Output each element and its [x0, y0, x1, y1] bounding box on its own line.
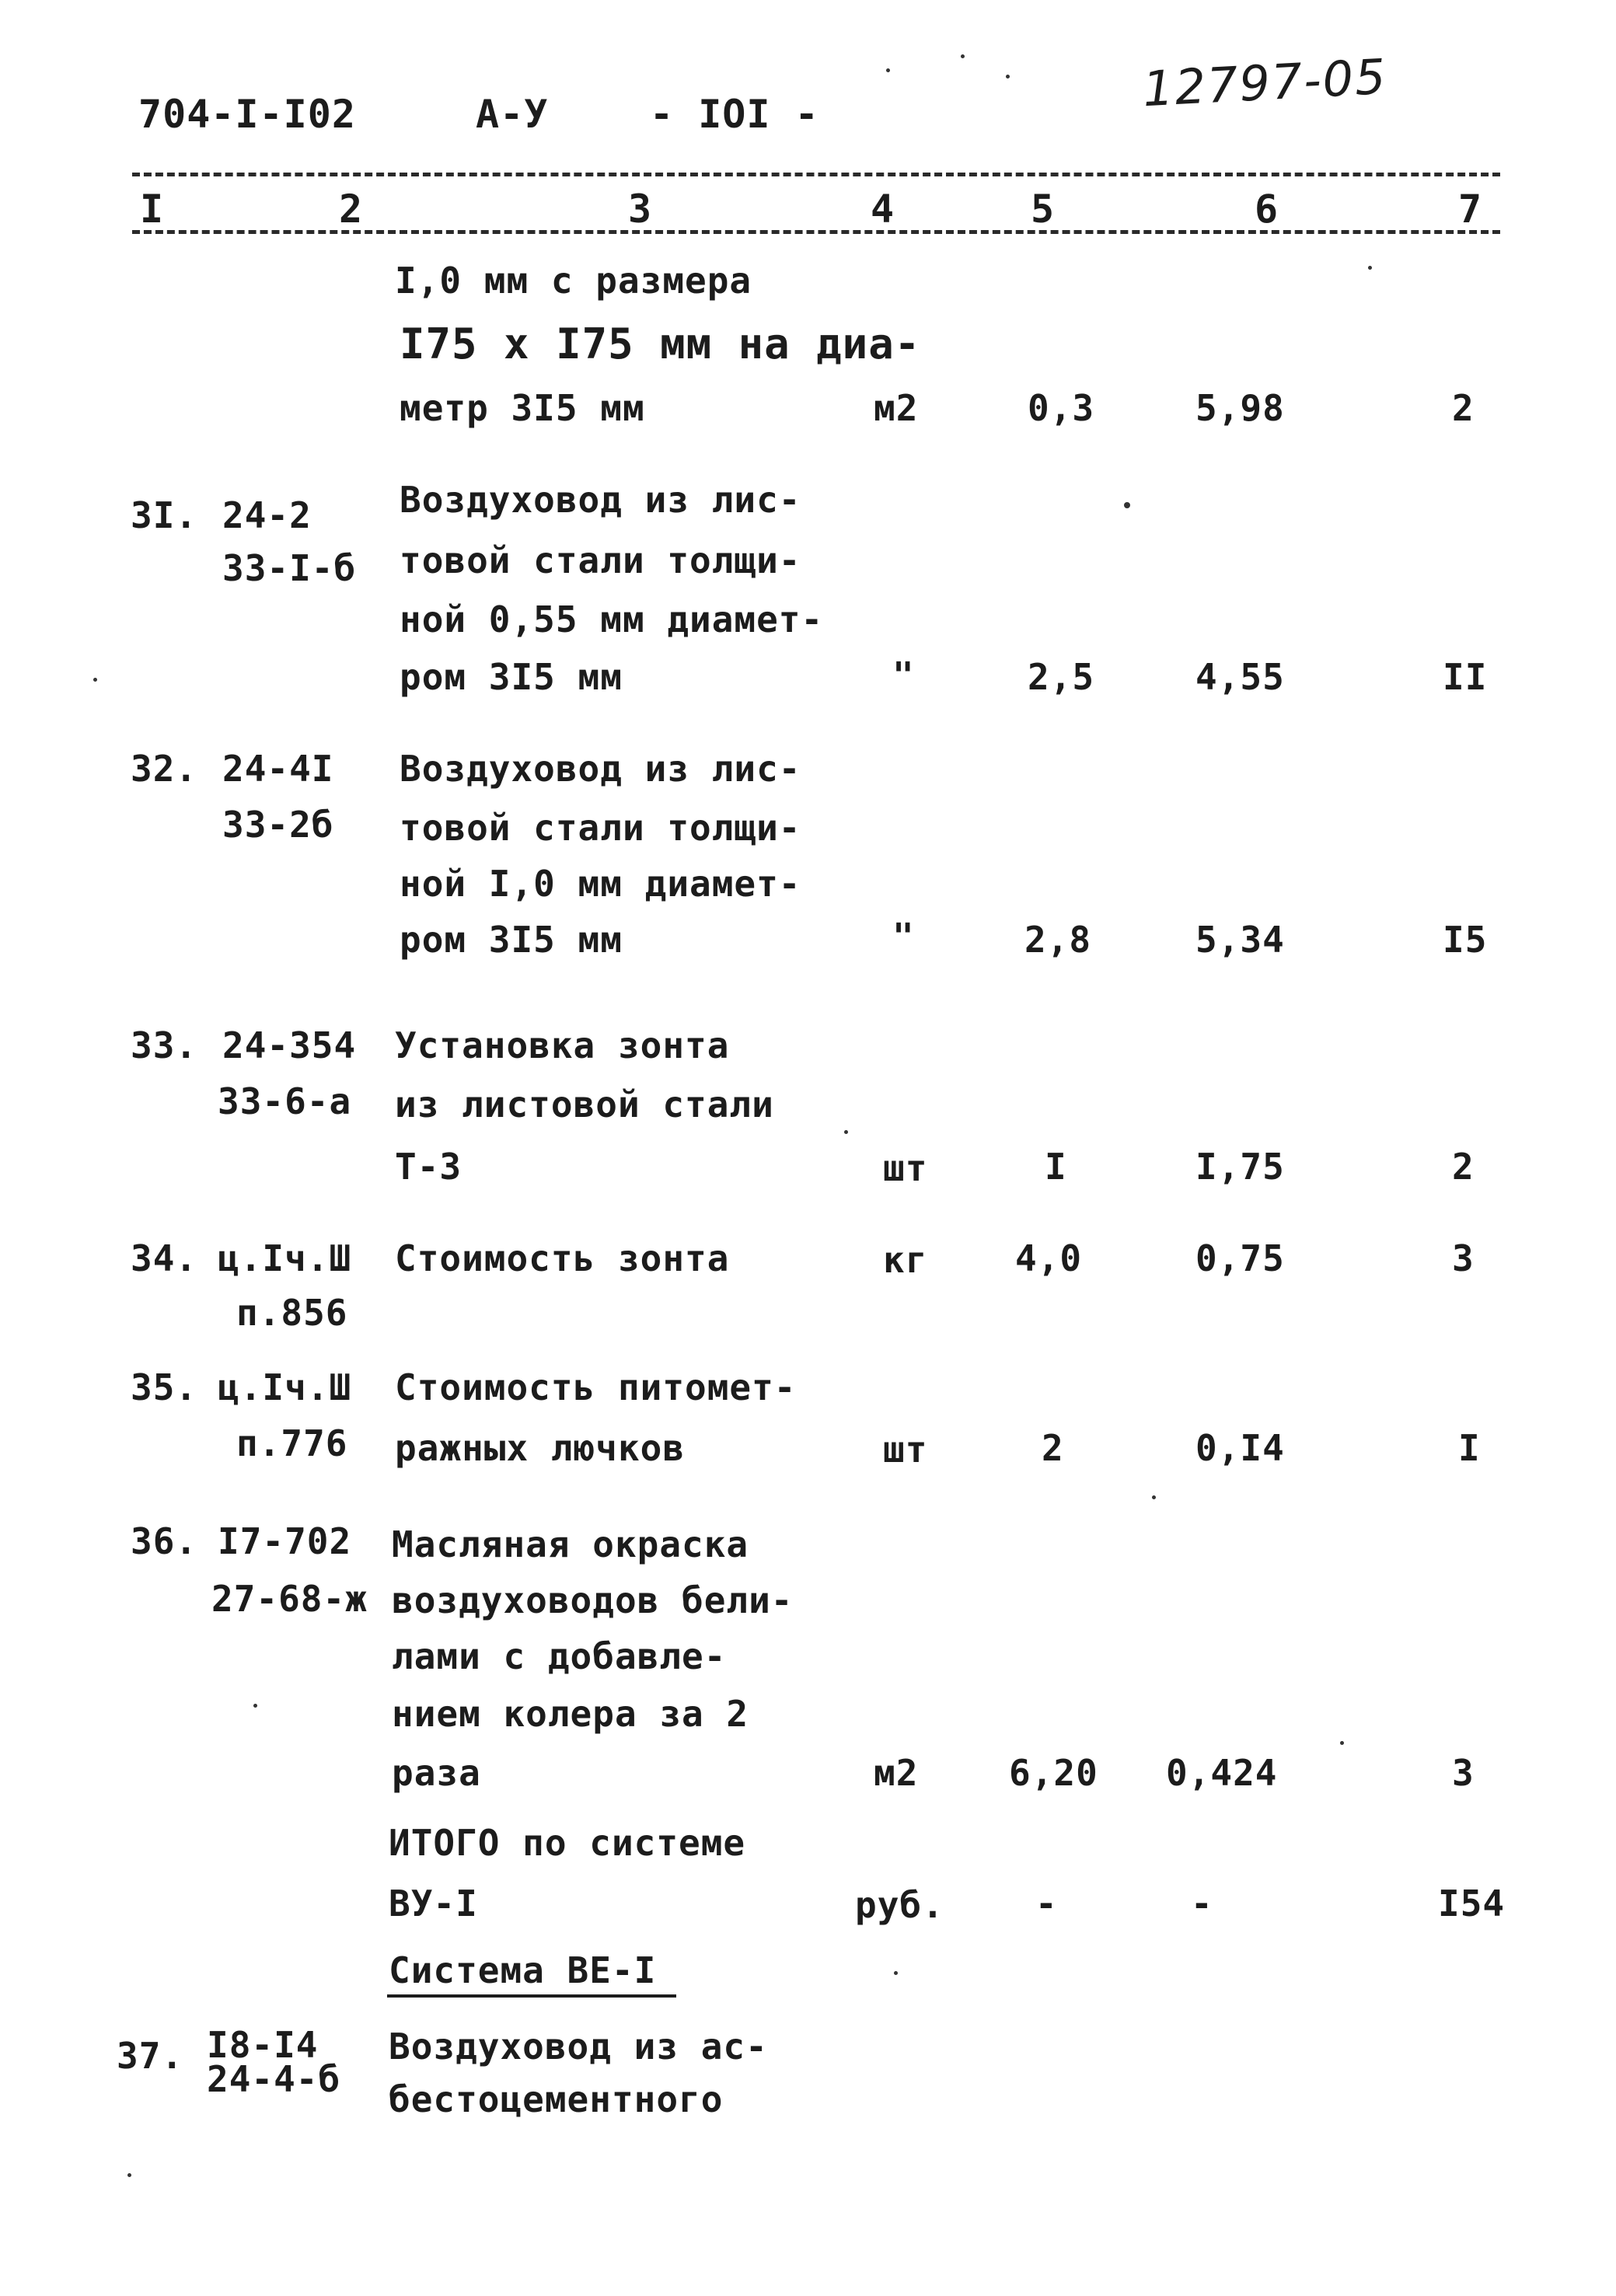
row-description-line: из листовой стали — [395, 1083, 774, 1125]
row-quantity: 4,0 — [1015, 1237, 1083, 1279]
row-price: I,75 — [1195, 1146, 1285, 1188]
row-code: 33-2б — [222, 804, 334, 846]
row-description-line: I75 х I75 мм на диа- — [400, 319, 921, 368]
column-header-2: 2 — [339, 187, 364, 232]
row-number: 36. — [131, 1520, 198, 1562]
row-number: 32. — [131, 748, 198, 790]
row-number: 37. — [117, 2035, 184, 2077]
row-total: I — [1458, 1427, 1481, 1469]
row-total: 2 — [1452, 1146, 1475, 1188]
row-description-line: товой стали толщи- — [400, 539, 801, 581]
scan-speck — [253, 1704, 257, 1708]
doc-section: А-У — [476, 92, 549, 137]
row-unit: " — [892, 654, 915, 696]
row-number: 35. — [131, 1366, 198, 1408]
row-total: 3 — [1452, 1237, 1475, 1279]
row-code: 24-4I — [222, 748, 334, 790]
row-description-line: ной 0,55 мм диамет- — [400, 598, 824, 640]
row-description-line: раза — [392, 1752, 481, 1794]
doc-code: 704-I-I02 — [138, 92, 356, 137]
row-description-line: ной I,0 мм диамет- — [400, 863, 801, 905]
row-description-line: товой стали толщи- — [400, 807, 801, 849]
scan-speck — [93, 678, 97, 682]
row-quantity: 2 — [1042, 1427, 1064, 1469]
row-code: ц.Iч.Ш — [218, 1366, 352, 1408]
row-quantity: 2,8 — [1024, 919, 1092, 961]
row-quantity: 2,5 — [1028, 656, 1095, 698]
row-description-line: Воздуховод из ас- — [389, 2026, 768, 2067]
scan-speck — [1340, 1741, 1344, 1745]
scan-speck — [1124, 502, 1130, 508]
row-description-line: Стоимость зонта — [395, 1237, 730, 1279]
row-description-line: метр 3I5 мм — [400, 387, 645, 429]
row-description-line: воздуховодов бели- — [392, 1579, 794, 1621]
row-unit: м2 — [874, 1752, 919, 1794]
row-total: 3 — [1452, 1752, 1475, 1794]
row-unit: м2 — [874, 387, 919, 429]
row-price: 5,34 — [1195, 919, 1285, 961]
row-code: I7-702 — [218, 1520, 352, 1562]
row-code: 24-4-б — [207, 2058, 341, 2100]
row-code: 24-2 — [222, 494, 312, 536]
row-description-line: ром 3I5 мм — [400, 919, 623, 961]
row-price: 4,55 — [1195, 656, 1285, 698]
row-total: II — [1443, 656, 1488, 698]
row-code: 27-68-ж — [211, 1578, 368, 1620]
total-price: - — [1191, 1883, 1213, 1924]
row-code: ц.Iч.Ш — [218, 1237, 352, 1279]
row-price: 5,98 — [1195, 387, 1285, 429]
row-unit: шт — [883, 1429, 928, 1471]
page-number: - IOI - — [650, 92, 819, 137]
row-code: 33-I-б — [222, 547, 357, 589]
scan-speck — [1152, 1495, 1156, 1499]
scan-speck — [844, 1130, 848, 1134]
handwritten-stamp-number: 12797-05 — [1141, 47, 1389, 118]
row-description-line: ром 3I5 мм — [400, 656, 623, 698]
row-number: 34. — [131, 1237, 198, 1279]
row-description-line: бестоцементного — [389, 2078, 724, 2120]
row-unit: шт — [883, 1147, 928, 1189]
scan-speck — [127, 2173, 131, 2177]
row-description-line: Воздуховод из лис- — [400, 479, 801, 521]
row-price: 0,424 — [1166, 1752, 1278, 1794]
row-number: 33. — [131, 1024, 198, 1066]
header-dashed-rule — [132, 173, 1500, 176]
total-unit: руб. — [855, 1884, 944, 1926]
total-label-line: ИТОГО по системе — [389, 1822, 746, 1864]
row-total: I5 — [1443, 919, 1488, 961]
row-code: 33-6-а — [218, 1080, 352, 1122]
row-price: 0,75 — [1195, 1237, 1285, 1279]
row-unit: " — [892, 916, 915, 958]
column-header-5: 5 — [1031, 187, 1056, 232]
scan-speck — [894, 1971, 898, 1975]
row-description-line: Установка зонта — [395, 1024, 730, 1066]
row-unit: кг — [883, 1239, 928, 1281]
column-header-3: 3 — [628, 187, 653, 232]
scan-speck — [1368, 266, 1372, 270]
column-header-7: 7 — [1458, 187, 1483, 232]
row-description-line: Масляная окраска — [392, 1523, 749, 1565]
scan-speck — [1006, 75, 1010, 79]
row-description-line: ражных лючков — [395, 1427, 686, 1469]
scan-speck — [961, 54, 965, 58]
row-code: п.856 — [236, 1292, 348, 1334]
row-total: 2 — [1452, 387, 1475, 429]
row-description-line: лами с добавле- — [392, 1635, 727, 1677]
column-header-1: I — [140, 187, 165, 232]
total-amount: I54 — [1438, 1883, 1506, 1924]
scan-speck — [886, 68, 890, 72]
row-price: 0,I4 — [1195, 1427, 1285, 1469]
row-description-line: I,0 мм с размера — [395, 260, 752, 302]
column-dashed-rule — [132, 230, 1500, 234]
row-description-line: нием колера за 2 — [392, 1693, 749, 1735]
total-label-line: ВУ-I — [389, 1883, 478, 1924]
row-description-line: Т-3 — [395, 1146, 462, 1188]
row-description-line: Воздуховод из лис- — [400, 748, 801, 790]
section-heading: Система ВЕ-I — [389, 1949, 657, 1991]
row-code: I8-I4 — [207, 2024, 319, 2066]
column-header-4: 4 — [871, 187, 895, 232]
row-quantity: 0,3 — [1028, 387, 1095, 429]
row-description-line: Стоимость питомет- — [395, 1366, 797, 1408]
row-code: п.776 — [236, 1422, 348, 1464]
column-header-6: 6 — [1255, 187, 1279, 232]
row-number: 3I. — [131, 494, 198, 536]
total-quantity: - — [1035, 1883, 1058, 1924]
row-code: 24-354 — [222, 1024, 357, 1066]
row-quantity: 6,20 — [1009, 1752, 1098, 1794]
section-heading-underline — [387, 1994, 676, 1998]
row-quantity: I — [1045, 1146, 1067, 1188]
